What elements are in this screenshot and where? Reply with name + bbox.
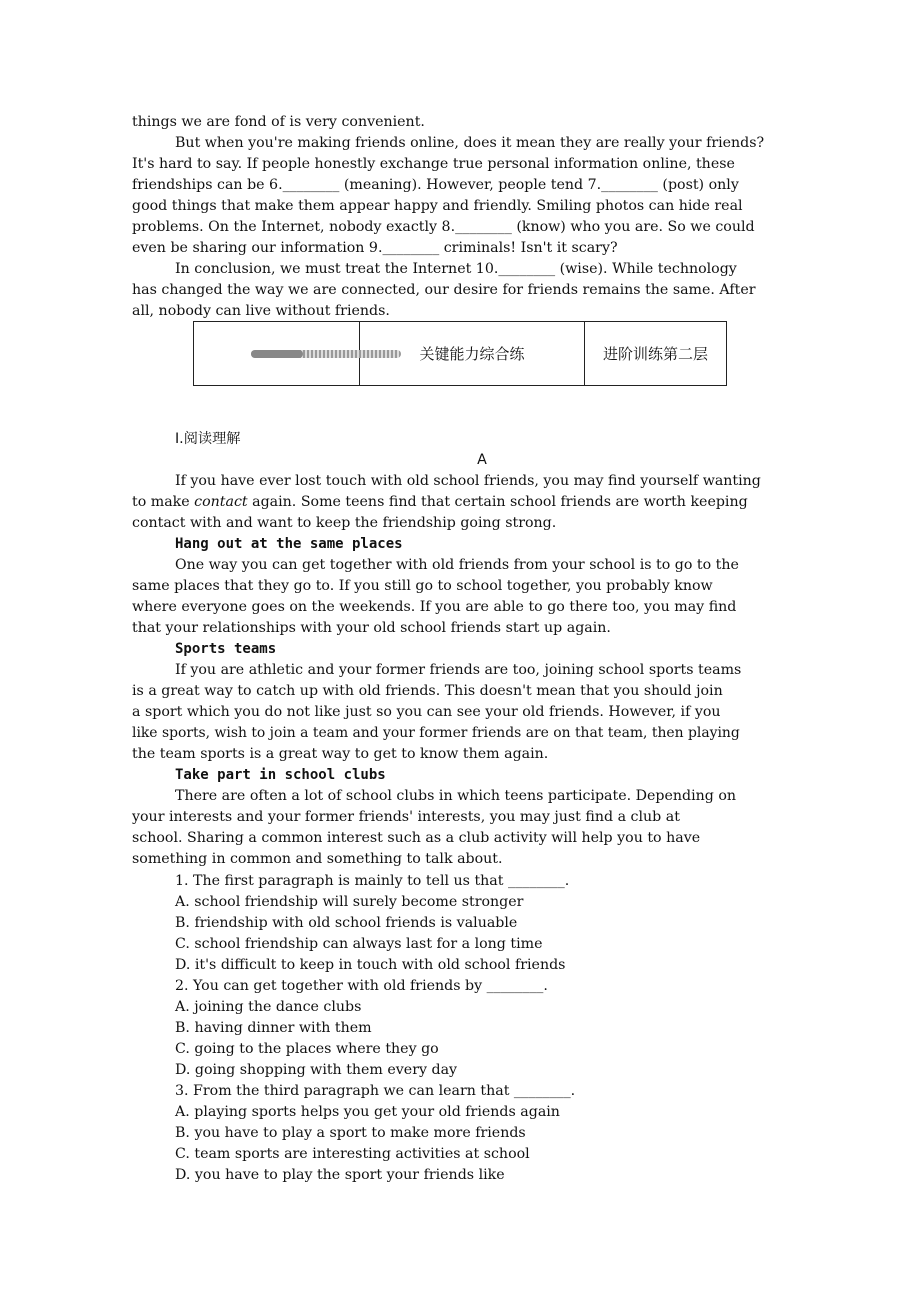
article-line: a sport which you do not like just so you can see your old friends. However, if you	[132, 704, 721, 720]
subheading: Take part in school clubs	[175, 767, 386, 783]
passage-line: good things that make them appear happy and friendly. Smiling photos can hide real	[132, 198, 743, 214]
answer-option[interactable]: C. going to the places where they go	[175, 1041, 439, 1057]
banner-level: 进阶训练第二层	[585, 322, 727, 386]
banner-title: 关键能力综合练	[360, 322, 585, 386]
article-line: something in common and something to talk about.	[132, 851, 503, 867]
article-line: that your relationships with your old school friends start up again.	[132, 620, 611, 636]
article-line: If you have ever lost touch with old school friends, you may find yourself wanting	[175, 473, 761, 489]
subheading: Sports teams	[175, 641, 277, 657]
passage-line: But when you're making friends online, does it mean they are really your friends?	[175, 135, 765, 151]
article-line: is a great way to catch up with old friends. This doesn't mean that you should join	[132, 683, 723, 699]
answer-option[interactable]: D. you have to play the sport your friends like	[175, 1167, 505, 1183]
article-line: If you are athletic and your former friends are too, joining school sports teams	[175, 662, 742, 678]
banner-decoration	[194, 322, 360, 386]
answer-option[interactable]: D. going shopping with them every day	[175, 1062, 458, 1078]
answer-option[interactable]: B. you have to play a sport to make more friends	[175, 1125, 526, 1141]
section-title: Ⅰ.阅读理解	[175, 431, 241, 447]
question-stem: 2. You can get together with old friends by ________.	[175, 978, 548, 994]
passage-letter: A	[477, 452, 487, 468]
answer-option[interactable]: A. playing sports helps you get your old friends again	[175, 1104, 560, 1120]
passage-line: problems. On the Internet, nobody exactly 8.________ (know) who you are. So we could	[132, 219, 755, 235]
answer-option[interactable]: C. school friendship can always last for a long time	[175, 936, 543, 952]
article-line: same places that they go to. If you still go to school together, you probably know	[132, 578, 713, 594]
stripe-head-icon	[251, 350, 303, 358]
passage-line: all, nobody can live without friends.	[132, 303, 390, 319]
question-stem: 3. From the third paragraph we can learn that ________.	[175, 1083, 576, 1099]
passage-line: even be sharing our information 9.________ criminals! Isn't it scary?	[132, 240, 618, 256]
answer-option[interactable]: B. friendship with old school friends is valuable	[175, 915, 518, 931]
passage-line: In conclusion, we must treat the Internet 10.________ (wise). While technology	[175, 261, 737, 277]
article-line: contact with and want to keep the friendship going strong.	[132, 515, 557, 531]
article-line: school. Sharing a common interest such as a club activity will help you to have	[132, 830, 701, 846]
passage-line: things we are fond of is very convenient.	[132, 114, 425, 130]
article-line: There are often a lot of school clubs in which teens participate. Depending on	[175, 788, 737, 804]
article-line: One way you can get together with old friends from your school is to go to the	[175, 557, 739, 573]
article-line: to make contact again. Some teens find that certain school friends are worth keeping	[132, 494, 748, 510]
contact-word: contact	[194, 494, 248, 510]
article-line: your interests and your former friends' interests, you may just find a club at	[132, 809, 680, 825]
passage-line: It's hard to say. If people honestly exchange true personal information online, these	[132, 156, 735, 172]
passage-line: has changed the way we are connected, our desire for friends remains the same. After	[132, 282, 756, 298]
question-stem: 1. The first paragraph is mainly to tell us that ________.	[175, 873, 570, 889]
answer-option[interactable]: A. joining the dance clubs	[175, 999, 362, 1015]
section-banner	[193, 321, 727, 386]
article-line: the team sports is a great way to get to know them again.	[132, 746, 549, 762]
answer-option[interactable]: C. team sports are interesting activities at school	[175, 1146, 530, 1162]
answer-option[interactable]: D. it's difficult to keep in touch with old school friends	[175, 957, 566, 973]
subheading: Hang out at the same places	[175, 536, 403, 552]
article-line: like sports, wish to join a team and your former friends are on that team, then playing	[132, 725, 740, 741]
article-line: where everyone goes on the weekends. If you are able to go there too, you may find	[132, 599, 737, 615]
passage-line: friendships can be 6.________ (meaning). However, people tend 7.________ (post) only	[132, 177, 739, 193]
answer-option[interactable]: A. school friendship will surely become stronger	[175, 894, 524, 910]
answer-option[interactable]: B. having dinner with them	[175, 1020, 372, 1036]
